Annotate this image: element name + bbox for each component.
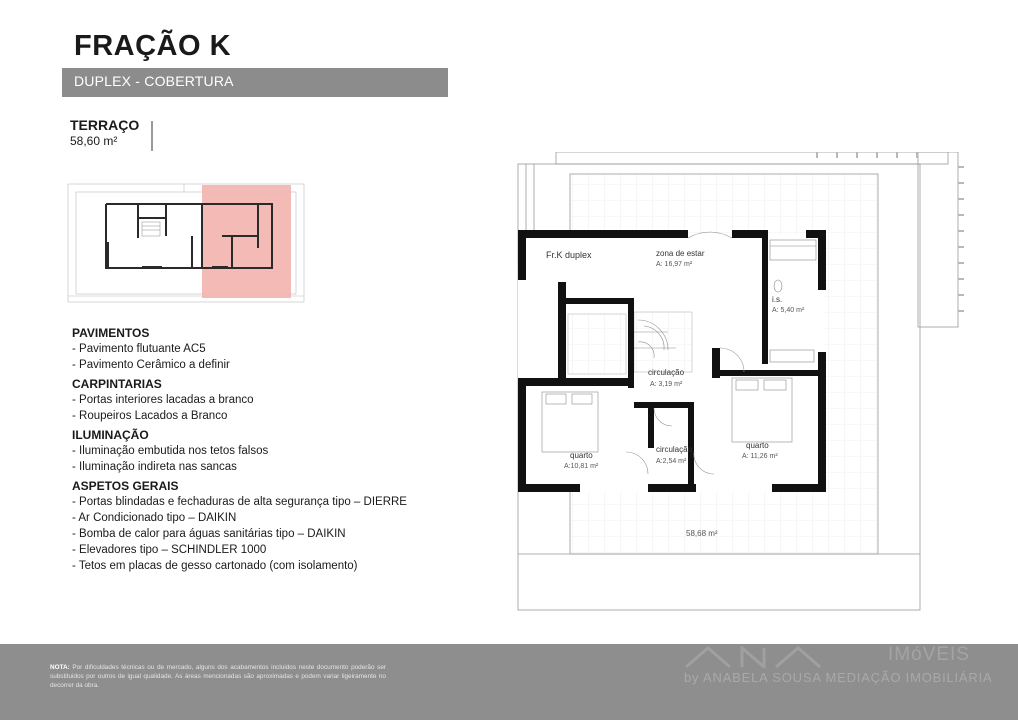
spec-item: - Pavimento Cerâmico a definir <box>72 359 230 371</box>
spec-item: - Portas blindadas e fechaduras de alta segurança tipo – DIERRE <box>72 496 407 508</box>
spec-section-iluminacao <box>72 428 432 475</box>
spec-item: - Roupeiros Lacados a Branco <box>72 410 228 422</box>
subtitle-bar: DUPLEX - COBERTURA <box>62 68 448 97</box>
spec-heading: ASPETOS GERAIS <box>72 479 179 493</box>
terrace-label: TERRAÇO <box>70 117 140 133</box>
brand-tagline: by ANABELA SOUSA MEDIAÇÃO IMOBILIÁRIA <box>684 670 993 685</box>
footer <box>0 644 1018 720</box>
room-name: circulação <box>656 445 693 454</box>
room-area: A:2,54 m² <box>656 458 687 465</box>
note-text: Por dificuldades técnicas ou de mercado, alguns dos acabamentos incluidos neste documento poderão ser substituidos por outros de igual qualidade. As áreas mencionadas são aproximadas e podem variar ligeiramente no decorrer da obra. <box>50 664 386 689</box>
spec-heading: ILUMINAÇÃO <box>72 428 149 442</box>
spec-item: - Portas interiores lacadas a branco <box>72 394 254 406</box>
key-plan <box>62 178 312 306</box>
spec-heading: CARPINTARIAS <box>72 377 162 391</box>
room-area: A: 3,19 m² <box>650 381 683 388</box>
note-label: NOTA: <box>50 664 70 671</box>
spec-section-carpintarias <box>72 377 432 424</box>
key-plan-highlight <box>202 185 291 298</box>
terrace-area: 58,60 m² <box>70 134 118 148</box>
room-area: A: 11,26 m² <box>742 453 778 460</box>
room-area: A:10,81 m² <box>564 463 599 470</box>
room-name: zona de estar <box>656 249 705 258</box>
spec-item: - Elevadores tipo – SCHINDLER 1000 <box>72 544 267 556</box>
spec-item: - Bomba de calor para águas sanitárias tipo – DAIKIN <box>72 528 346 540</box>
room-name: quarto <box>746 441 769 450</box>
unit-label: Fr.K duplex <box>546 250 592 260</box>
brand-logo-mark <box>684 646 854 668</box>
room-area: A: 16,97 m² <box>656 261 693 268</box>
spec-section-aspetos-gerais <box>72 479 432 574</box>
room-name: i.s. <box>772 295 783 304</box>
room-area: A: 5,40 m² <box>772 307 805 314</box>
spec-item: - Pavimento flutuante AC5 <box>72 343 206 355</box>
area-divider <box>151 121 153 151</box>
footer-note <box>50 663 386 690</box>
specifications <box>72 326 432 578</box>
spec-item: - Tetos em placas de gesso cartonado (com isolamento) <box>72 560 358 572</box>
spec-item: - Iluminação indireta nas sancas <box>72 461 237 473</box>
spec-heading: PAVIMENTOS <box>72 326 150 340</box>
spec-item: - Ar Condicionado tipo – DAIKIN <box>72 512 237 524</box>
page-title: FRAÇÃO K <box>74 30 232 62</box>
terrace-area-label: 58,68 m² <box>686 529 718 538</box>
room-name: quarto <box>570 451 593 460</box>
brand-word: IMóVEIS <box>888 644 970 665</box>
room-name: circulação <box>648 368 685 377</box>
spec-section-pavimentos <box>72 326 432 373</box>
floor-plan <box>508 152 978 622</box>
spec-item: - Iluminação embutida nos tetos falsos <box>72 445 269 457</box>
